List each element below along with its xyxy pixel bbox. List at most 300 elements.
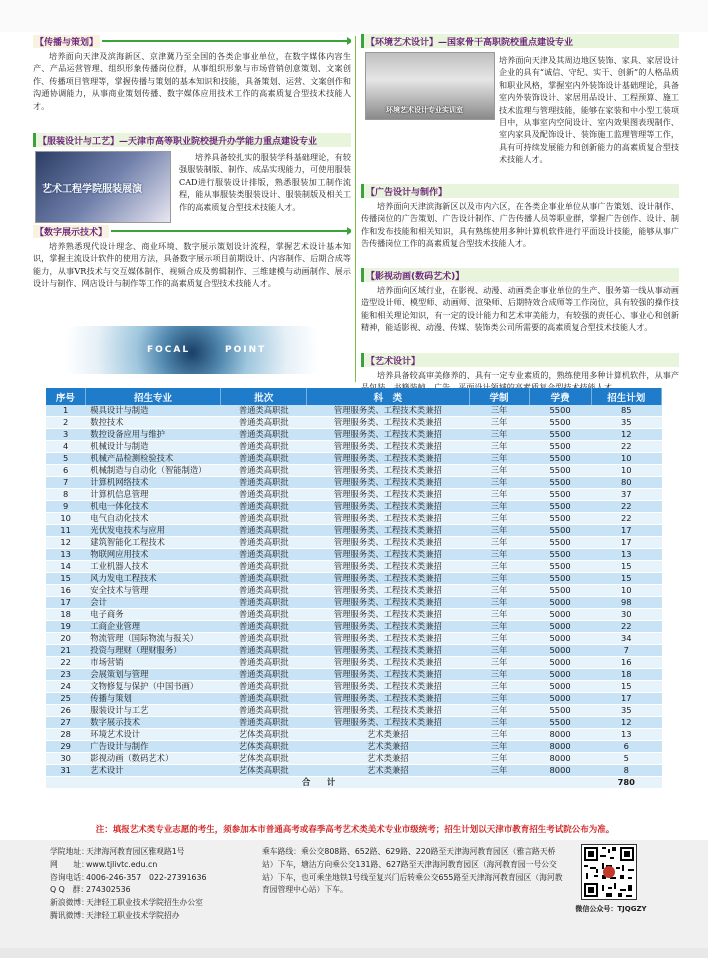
row-batch: 普通类高职批 xyxy=(221,465,307,477)
row-batch: 普通类高职批 xyxy=(221,417,307,429)
row-subject: 管理服务类、工程技术类兼招 xyxy=(307,573,469,585)
contact-value: 天津海河教育园区雅观路1号 xyxy=(86,847,185,856)
row-fee: 5500 xyxy=(529,465,591,477)
section-media-heading xyxy=(33,34,351,48)
row-plan: 22 xyxy=(591,621,661,633)
row-major: 物联网应用技术 xyxy=(85,549,221,561)
row-no: 16 xyxy=(46,585,85,597)
row-no: 19 xyxy=(46,621,85,633)
row-years: 三年 xyxy=(469,525,529,537)
row-no: 31 xyxy=(46,765,85,777)
section-digital-body: 培养熟悉现代设计理念、商业环境、数字展示策划设计流程，掌握艺术设计基本知识，掌握主流设计软件的使用方法，具备数字展示项目前期设计、内容制作、后期合成等能力，从事VR技术与交互媒体制作、视频合成及剪辑制作、三维建模与动画制作、展示设计与制作、网店设计与制作等工作的高素质复合型技术技能人才。 xyxy=(33,241,351,289)
table-row xyxy=(46,717,662,729)
contact-key: 腾讯微博： xyxy=(50,910,89,920)
row-years: 三年 xyxy=(469,597,529,609)
section-animation-heading xyxy=(361,268,679,282)
right-column xyxy=(361,34,679,409)
row-plan: 8 xyxy=(591,765,661,777)
row-major: 艺术设计 xyxy=(85,765,221,777)
contact-key: 学院地址： xyxy=(50,847,89,856)
row-years: 三年 xyxy=(469,765,529,777)
total-label: 合 计 xyxy=(46,777,591,789)
section-fashion-title: 【服装设计与工艺】—天津市高等职业院校提升办学能力重点建设专业 xyxy=(38,136,318,147)
row-years: 三年 xyxy=(469,561,529,573)
row-years: 三年 xyxy=(469,501,529,513)
row-batch: 艺体类高职批 xyxy=(221,753,307,765)
contact-row xyxy=(50,897,240,910)
row-batch: 普通类高职批 xyxy=(221,693,307,705)
row-no: 1 xyxy=(46,405,85,417)
row-subject: 管理服务类、工程技术类兼招 xyxy=(307,693,469,705)
enrollment-table-wrap xyxy=(46,388,662,789)
row-plan: 22 xyxy=(591,513,661,525)
row-years: 三年 xyxy=(469,645,529,657)
heading-rule xyxy=(102,40,351,42)
row-fee: 5000 xyxy=(529,633,591,645)
contact-key: 新浪微博： xyxy=(50,898,89,908)
contact-key: 网 址： xyxy=(50,859,89,869)
row-no: 18 xyxy=(46,609,85,621)
row-subject: 管理服务类、工程技术类兼招 xyxy=(307,633,469,645)
header-fee: 学费 xyxy=(529,388,591,405)
table-row xyxy=(46,753,662,765)
row-major: 光伏发电技术与应用 xyxy=(85,525,221,537)
row-years: 三年 xyxy=(469,573,529,585)
row-subject: 管理服务类、工程技术类兼招 xyxy=(307,597,469,609)
row-plan: 35 xyxy=(591,705,661,717)
row-batch: 普通类高职批 xyxy=(221,537,307,549)
row-subject: 管理服务类、工程技术类兼招 xyxy=(307,513,469,525)
row-no: 24 xyxy=(46,681,85,693)
notice: 注：填报艺术类专业志愿的考生，须参加本市普通高考或春季高考艺术类美术专业市级统考；招生计划以天津市教育招生考试院公布为准。 xyxy=(95,825,615,835)
table-row xyxy=(46,657,662,669)
row-years: 三年 xyxy=(469,681,529,693)
row-plan: 98 xyxy=(591,597,661,609)
table-row xyxy=(46,489,662,501)
focal-label: FOCAL xyxy=(147,345,191,355)
row-plan: 17 xyxy=(591,693,661,705)
row-no: 6 xyxy=(46,465,85,477)
row-years: 三年 xyxy=(469,513,529,525)
row-major: 文物修复与保护（中国书画） xyxy=(85,681,221,693)
row-batch: 普通类高职批 xyxy=(221,621,307,633)
section-media-body: 培养面向天津及滨海新区、京津冀乃至全国的各类企事业单位，在数字媒体内容生产、产品运营管理、组织形象传播岗位群，从事组织形象与市场营销创意策划、文案创作、传播项目管理等，掌握传播与策划的基本知识和技能，具备策划、运营、文案创作和沟通协调能力，从事商业策划传播、数字媒体应用技术工作的高素质复合型技术技能人才。 xyxy=(33,51,351,111)
row-batch: 普通类高职批 xyxy=(221,633,307,645)
row-no: 23 xyxy=(46,669,85,681)
table-row xyxy=(46,573,662,585)
row-years: 三年 xyxy=(469,669,529,681)
row-subject: 管理服务类、工程技术类兼招 xyxy=(307,681,469,693)
header-no: 序号 xyxy=(46,388,85,405)
header-plan: 招生计划 xyxy=(591,388,661,405)
section-ad-title: 【广告设计与制作】 xyxy=(366,187,448,198)
row-no: 11 xyxy=(46,525,85,537)
row-years: 三年 xyxy=(469,489,529,501)
table-row xyxy=(46,705,662,717)
bottom-band xyxy=(0,948,708,958)
row-no: 12 xyxy=(46,537,85,549)
point-label: POINT xyxy=(225,345,267,355)
row-batch: 艺体类高职批 xyxy=(221,765,307,777)
row-subject: 管理服务类、工程技术类兼招 xyxy=(307,501,469,513)
row-major: 电气自动化技术 xyxy=(85,513,221,525)
table-row xyxy=(46,609,662,621)
row-subject: 管理服务类、工程技术类兼招 xyxy=(307,705,469,717)
row-years: 三年 xyxy=(469,405,529,417)
table-row xyxy=(46,549,662,561)
table-row xyxy=(46,453,662,465)
row-batch: 普通类高职批 xyxy=(221,597,307,609)
section-env-body: 培养面向天津及其周边地区装饰、家具、家居设计企业的具有“诚信、守纪、实干、创新”的人格品质和职业风格，掌握室内外装饰设计基础理论，具备室内外装饰设计、家居用品设计、工程预算、施工技术监理与管理技能，能够在家装和中小型工装项目中，从事室内空间设计、室内效果图表现制作、室内家具及配饰设计、装饰施工监理管理等工作，具有可持续发展能力和创新能力的高素质复合型技术技能人才。 xyxy=(499,55,679,165)
row-batch: 艺体类高职批 xyxy=(221,729,307,741)
enrollment-table xyxy=(46,388,662,789)
row-no: 22 xyxy=(46,657,85,669)
row-years: 三年 xyxy=(469,657,529,669)
bus-route: 乘车路线：乘公交808路、652路、629路、220路至天津海河教育园区（雅言路天桥站）下车，塘沽方向乘公交131路、627路至天津海河教育园区（海河教育园一号公交站）下车，也可乘坐地铁1号线至复兴门后转乘公交655路至天津海河教育园区（海河教育园管理中心站）下车。 xyxy=(262,847,563,895)
row-subject: 艺术类兼招 xyxy=(307,741,469,753)
row-years: 三年 xyxy=(469,621,529,633)
row-subject: 管理服务类、工程技术类兼招 xyxy=(307,441,469,453)
row-major: 投资与理财（理财服务） xyxy=(85,645,221,657)
contact-row xyxy=(50,872,240,885)
section-animation-body: 培养面向区域行业，在影视、动漫、动画类企事业单位的生产、服务第一线从事动画造型设计师、模型师、动画师、渲染师、后期特效合成师等工作岗位，具有较强的操作技能和相关理论知识，有一定的设计能力和艺术审美能力，有较强的责任心、事业心和创新精神，能适影视、动漫、传媒、装饰类公司所需要的高素质复合型技术技能人才。 xyxy=(361,285,679,333)
row-subject: 管理服务类、工程技术类兼招 xyxy=(307,621,469,633)
row-major: 环境艺术设计 xyxy=(85,729,221,741)
section-ad-heading xyxy=(361,184,679,198)
table-row xyxy=(46,585,662,597)
row-batch: 普通类高职批 xyxy=(221,705,307,717)
row-fee: 8000 xyxy=(529,741,591,753)
row-major: 传播与策划 xyxy=(85,693,221,705)
heading-rule xyxy=(111,230,351,232)
section-ad-body: 培养面向天津滨海新区以及市内六区，在各类企事业单位从事广告策划、设计制作、传播岗位的广告策划、广告设计制作、广告传播人员等职业群，掌握广告创作、设计、制作和发布技能和相关知识，具有熟练使用多种计算机软件进行平面设计技能，能够从事广告传播岗位工作的高素质复合型技术技能人才。 xyxy=(361,201,679,249)
row-plan: 35 xyxy=(591,417,661,429)
row-batch: 普通类高职批 xyxy=(221,453,307,465)
section-art-body: 培养具备较高审美修养的、具有一定专业素质的，熟练使用多种计算机软件，从事产 xyxy=(377,370,679,380)
row-major: 市场营销 xyxy=(85,657,221,669)
row-subject: 管理服务类、工程技术类兼招 xyxy=(307,429,469,441)
row-plan: 15 xyxy=(591,573,661,585)
row-fee: 5500 xyxy=(529,585,591,597)
row-subject: 艺术类兼招 xyxy=(307,765,469,777)
row-years: 三年 xyxy=(469,717,529,729)
row-subject: 管理服务类、工程技术类兼招 xyxy=(307,549,469,561)
row-batch: 普通类高职批 xyxy=(221,645,307,657)
row-years: 三年 xyxy=(469,465,529,477)
row-plan: 18 xyxy=(591,669,661,681)
table-row xyxy=(46,597,662,609)
qr-icon xyxy=(582,845,636,899)
row-subject: 管理服务类、工程技术类兼招 xyxy=(307,489,469,501)
section-fashion-heading xyxy=(33,133,351,147)
qr-caption: 微信公众号：TJQGZY xyxy=(575,905,647,913)
contact-row xyxy=(50,884,240,897)
row-subject: 管理服务类、工程技术类兼招 xyxy=(307,477,469,489)
row-subject: 管理服务类、工程技术类兼招 xyxy=(307,669,469,681)
row-major: 影视动画（数码艺术） xyxy=(85,753,221,765)
row-plan: 15 xyxy=(591,561,661,573)
row-years: 三年 xyxy=(469,633,529,645)
row-subject: 管理服务类、工程技术类兼招 xyxy=(307,417,469,429)
row-plan: 37 xyxy=(591,489,661,501)
section-digital xyxy=(33,224,351,376)
row-plan: 10 xyxy=(591,465,661,477)
section-animation xyxy=(361,268,679,353)
section-env xyxy=(361,34,679,184)
row-plan: 12 xyxy=(591,429,661,441)
section-fashion-body: 培养具备较扎实的服装学科基础理论，有较强服装制版、制作、成品实现能力，可使用服装CAD进行服装设计排版，熟悉服装加工制作流程，能从事服装类服装设计、服装制版及相关工作的高素质复合型技术技能人才。 xyxy=(179,152,351,212)
row-major: 机械制造与自动化（智能制造） xyxy=(85,465,221,477)
total-value: 780 xyxy=(591,777,661,789)
table-row xyxy=(46,477,662,489)
left-column xyxy=(33,34,351,376)
row-batch: 普通类高职批 xyxy=(221,477,307,489)
row-no: 21 xyxy=(46,645,85,657)
row-plan: 85 xyxy=(591,405,661,417)
row-subject: 管理服务类、工程技术类兼招 xyxy=(307,537,469,549)
row-major: 工商企业管理 xyxy=(85,621,221,633)
row-major: 机械设计与制造 xyxy=(85,441,221,453)
table-row xyxy=(46,417,662,429)
row-subject: 管理服务类、工程技术类兼招 xyxy=(307,585,469,597)
column-divider xyxy=(355,36,356,382)
row-fee: 5500 xyxy=(529,717,591,729)
row-fee: 8000 xyxy=(529,765,591,777)
row-subject: 管理服务类、工程技术类兼招 xyxy=(307,465,469,477)
table-row xyxy=(46,765,662,777)
table-row xyxy=(46,405,662,417)
contact-key: 咨询电话： xyxy=(50,872,89,882)
row-no: 7 xyxy=(46,477,85,489)
row-no: 27 xyxy=(46,717,85,729)
header-batch: 批次 xyxy=(221,388,307,405)
focal-point-eye-photo xyxy=(35,326,349,374)
row-batch: 普通类高职批 xyxy=(221,549,307,561)
row-plan: 17 xyxy=(591,537,661,549)
header-subject: 科 类 xyxy=(307,388,469,405)
row-subject: 管理服务类、工程技术类兼招 xyxy=(307,657,469,669)
row-major: 建筑智能化工程技术 xyxy=(85,537,221,549)
wechat-qr-code xyxy=(581,844,637,900)
row-fee: 5500 xyxy=(529,573,591,585)
row-no: 20 xyxy=(46,633,85,645)
row-plan: 12 xyxy=(591,717,661,729)
table-header-row xyxy=(46,388,662,405)
row-no: 14 xyxy=(46,561,85,573)
row-fee: 5500 xyxy=(529,501,591,513)
row-fee: 5000 xyxy=(529,693,591,705)
row-batch: 普通类高职批 xyxy=(221,501,307,513)
contact-row xyxy=(50,910,240,923)
row-major: 电子商务 xyxy=(85,609,221,621)
table-row xyxy=(46,741,662,753)
row-no: 30 xyxy=(46,753,85,765)
row-years: 三年 xyxy=(469,609,529,621)
table-row xyxy=(46,525,662,537)
row-major: 数字展示技术 xyxy=(85,717,221,729)
row-fee: 5500 xyxy=(529,417,591,429)
row-years: 三年 xyxy=(469,477,529,489)
section-ad xyxy=(361,184,679,268)
row-no: 25 xyxy=(46,693,85,705)
row-plan: 34 xyxy=(591,633,661,645)
table-row xyxy=(46,429,662,441)
row-no: 5 xyxy=(46,453,85,465)
row-subject: 管理服务类、工程技术类兼招 xyxy=(307,717,469,729)
contact-value: 274302536 xyxy=(86,885,131,895)
row-fee: 5000 xyxy=(529,621,591,633)
row-no: 4 xyxy=(46,441,85,453)
row-subject: 管理服务类、工程技术类兼招 xyxy=(307,561,469,573)
row-major: 工业机器人技术 xyxy=(85,561,221,573)
row-years: 三年 xyxy=(469,741,529,753)
row-plan: 7 xyxy=(591,645,661,657)
row-batch: 普通类高职批 xyxy=(221,717,307,729)
row-no: 8 xyxy=(46,489,85,501)
row-plan: 13 xyxy=(591,549,661,561)
row-no: 17 xyxy=(46,597,85,609)
section-digital-title: 【数字展示技术】 xyxy=(33,225,109,238)
row-years: 三年 xyxy=(469,417,529,429)
row-no: 26 xyxy=(46,705,85,717)
row-major: 会计 xyxy=(85,597,221,609)
fashion-show-photo xyxy=(35,151,171,223)
table-row xyxy=(46,537,662,549)
row-years: 三年 xyxy=(469,693,529,705)
table-row xyxy=(46,633,662,645)
row-plan: 6 xyxy=(591,741,661,753)
row-plan: 30 xyxy=(591,609,661,621)
row-subject: 管理服务类、工程技术类兼招 xyxy=(307,645,469,657)
section-art-heading xyxy=(361,353,679,367)
section-media-title: 【传播与策划】 xyxy=(33,35,100,48)
section-media xyxy=(33,34,351,133)
row-batch: 艺体类高职批 xyxy=(221,741,307,753)
contact-value: 天津轻工职业技术学院招办 xyxy=(86,910,180,920)
row-plan: 10 xyxy=(591,585,661,597)
row-years: 三年 xyxy=(469,585,529,597)
row-major: 计算机网络技术 xyxy=(85,477,221,489)
env-photo-caption: 环境艺术设计专业实训室 xyxy=(386,106,463,114)
row-subject: 管理服务类、工程技术类兼招 xyxy=(307,609,469,621)
row-subject: 管理服务类、工程技术类兼招 xyxy=(307,525,469,537)
contact-key: Q Q 群： xyxy=(50,885,89,895)
row-subject: 管理服务类、工程技术类兼招 xyxy=(307,405,469,417)
table-row xyxy=(46,669,662,681)
row-years: 三年 xyxy=(469,705,529,717)
row-no: 2 xyxy=(46,417,85,429)
row-fee: 5500 xyxy=(529,513,591,525)
row-fee: 5000 xyxy=(529,597,591,609)
section-env-title: 【环境艺术设计】—国家骨干高职院校重点建设专业 xyxy=(366,37,574,48)
row-fee: 5500 xyxy=(529,429,591,441)
contact-info xyxy=(50,846,240,923)
row-major: 服装设计与工艺 xyxy=(85,705,221,717)
row-fee: 8000 xyxy=(529,729,591,741)
row-fee: 5000 xyxy=(529,645,591,657)
row-batch: 普通类高职批 xyxy=(221,573,307,585)
row-batch: 普通类高职批 xyxy=(221,681,307,693)
footer xyxy=(0,840,708,958)
row-fee: 5500 xyxy=(529,705,591,717)
row-plan: 5 xyxy=(591,753,661,765)
row-years: 三年 xyxy=(469,441,529,453)
contact-value: 4006-246-357 022-27391636 xyxy=(86,872,207,882)
section-env-heading xyxy=(361,34,679,48)
row-plan: 16 xyxy=(591,657,661,669)
row-major: 风力发电工程技术 xyxy=(85,573,221,585)
table-body xyxy=(46,405,662,789)
row-subject: 艺术类兼招 xyxy=(307,753,469,765)
row-fee: 5000 xyxy=(529,657,591,669)
fashion-photo-caption: 艺术工程学院服装展演 xyxy=(42,184,142,195)
row-years: 三年 xyxy=(469,453,529,465)
row-plan: 13 xyxy=(591,729,661,741)
section-art-title: 【艺术设计】 xyxy=(366,356,421,367)
row-plan: 22 xyxy=(591,501,661,513)
table-row xyxy=(46,729,662,741)
row-subject: 艺术类兼招 xyxy=(307,729,469,741)
row-no: 13 xyxy=(46,549,85,561)
table-row xyxy=(46,561,662,573)
row-major: 计算机信息管理 xyxy=(85,489,221,501)
table-total-row xyxy=(46,777,662,789)
contact-value: 天津轻工职业技术学院招生办公室 xyxy=(86,898,203,908)
row-fee: 8000 xyxy=(529,753,591,765)
row-batch: 普通类高职批 xyxy=(221,609,307,621)
row-years: 三年 xyxy=(469,729,529,741)
header-years: 学制 xyxy=(469,388,529,405)
row-fee: 5500 xyxy=(529,489,591,501)
table-row xyxy=(46,693,662,705)
row-fee: 5500 xyxy=(529,537,591,549)
row-major: 模具设计与制造 xyxy=(85,405,221,417)
row-major: 数控技术 xyxy=(85,417,221,429)
row-no: 10 xyxy=(46,513,85,525)
row-major: 物流管理（国际物流与报关） xyxy=(85,633,221,645)
table-row xyxy=(46,621,662,633)
row-fee: 5500 xyxy=(529,477,591,489)
table-row xyxy=(46,501,662,513)
row-years: 三年 xyxy=(469,537,529,549)
row-major: 机电一体化技术 xyxy=(85,501,221,513)
row-plan: 22 xyxy=(591,441,661,453)
row-fee: 5500 xyxy=(529,525,591,537)
row-plan: 15 xyxy=(591,681,661,693)
row-fee: 5000 xyxy=(529,681,591,693)
row-no: 3 xyxy=(46,429,85,441)
row-subject: 管理服务类、工程技术类兼招 xyxy=(307,453,469,465)
row-fee: 5500 xyxy=(529,405,591,417)
table-row xyxy=(46,681,662,693)
row-plan: 10 xyxy=(591,453,661,465)
table-row xyxy=(46,513,662,525)
section-animation-title: 【影视动画(数码艺术)】 xyxy=(366,271,465,282)
table-row xyxy=(46,465,662,477)
row-batch: 普通类高职批 xyxy=(221,405,307,417)
row-no: 15 xyxy=(46,573,85,585)
row-no: 28 xyxy=(46,729,85,741)
row-fee: 5000 xyxy=(529,609,591,621)
row-major: 会展策划与管理 xyxy=(85,669,221,681)
row-fee: 5500 xyxy=(529,453,591,465)
table-row xyxy=(46,645,662,657)
contact-value: www.tjlivtc.edu.cn xyxy=(86,859,158,869)
row-major: 广告设计与制作 xyxy=(85,741,221,753)
row-batch: 普通类高职批 xyxy=(221,657,307,669)
row-batch: 普通类高职批 xyxy=(221,669,307,681)
row-major: 安全技术与管理 xyxy=(85,585,221,597)
